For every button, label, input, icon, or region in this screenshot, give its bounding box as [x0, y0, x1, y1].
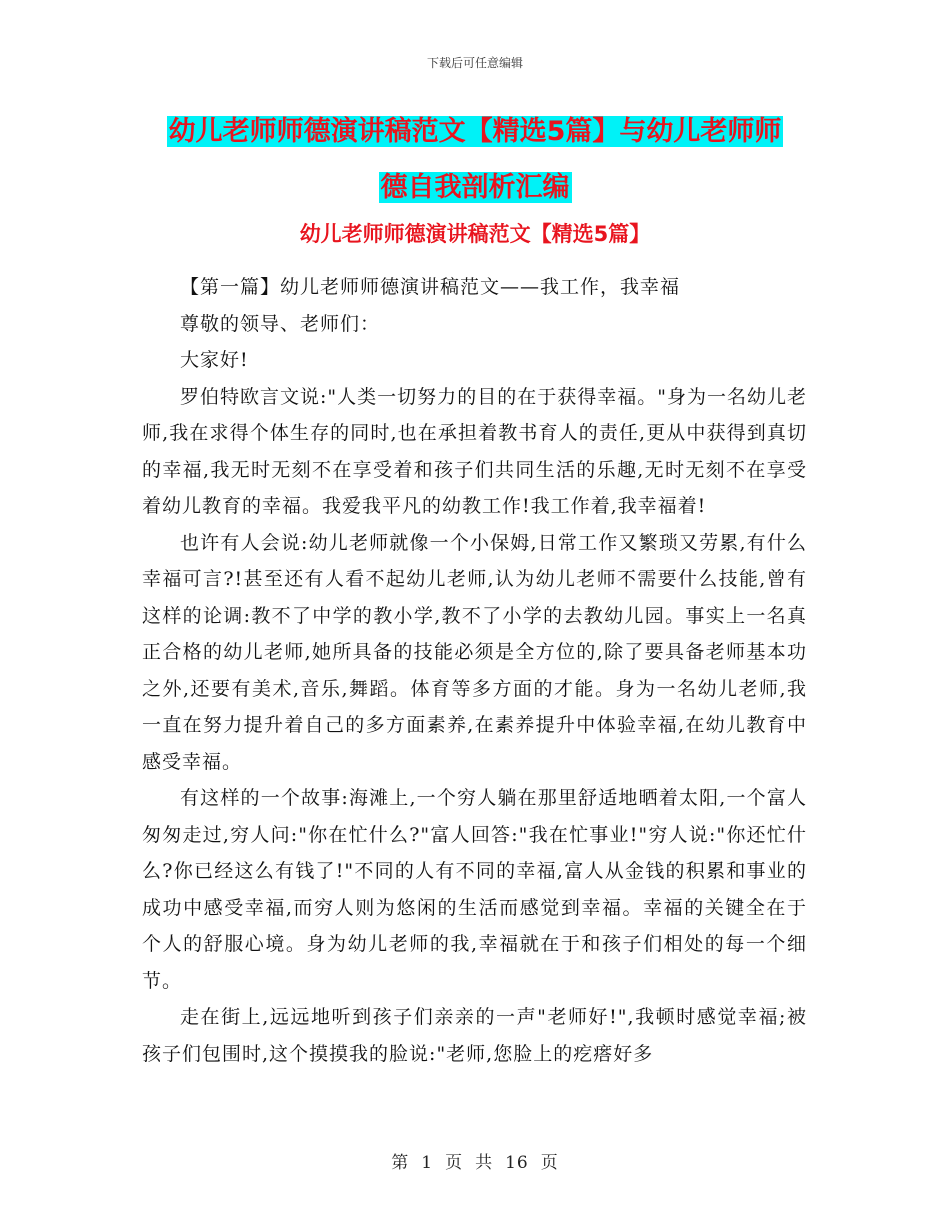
page-total: 16: [505, 1153, 529, 1173]
page-current: 1: [421, 1153, 434, 1173]
paragraph: 有这样的一个故事:海滩上,一个穷人躺在那里舒适地晒着太阳,一个富人匆匆走过,穷人问:"你在忙什么?"富人回答:"我在忙事业!"穷人说:"你还忙什么?你已经这么有钱了!"不同的人有不同的幸福,富人从金钱的积累和事业的成功中感受幸福,而穷人则为悠闲的生活而感觉到幸福。幸福的关键全在于个人的舒服心境。身为幼儿老师的我,幸福就在于和孩子们相处的每一个细节。: [142, 787, 807, 992]
paragraph: 也许有人会说:幼儿老师就像一个小保姆,日常工作又繁琐又劳累,有什么幸福可言?!甚至还有人看不起幼儿老师,认为幼儿老师不需要什么技能,曾有这样的论调:教不了中学的教小学,教不了小学的去教幼儿园。事实上一名真正合格的幼儿老师,她所具备的技能必须是全方位的,除了要具备老师基本功之外,还要有美术,音乐,舞蹈。体育等多方面的才能。身为一名幼儿老师,我一直在努力提升着自己的多方面素养,在素养提升中体验幸福,在幼儿教育中感受幸福。: [142, 531, 807, 773]
page-label-mid-1: 页: [445, 1153, 464, 1173]
page-label-prefix: 第: [391, 1153, 410, 1173]
page-number-footer: [0, 1148, 950, 1173]
page-label-mid-2: 共: [475, 1153, 494, 1173]
section-title: 幼儿老师师德演讲稿范文【精选5篇】: [299, 222, 651, 246]
paragraph-greeting: 大家好!: [180, 349, 249, 371]
paragraph-salutation: 尊敬的领导、老师们：: [180, 312, 381, 335]
document-title: [0, 104, 950, 216]
paragraph: 罗伯特欧言文说:"人类一切努力的目的在于获得幸福。"身为一名幼儿老师,我在求得个体生存的同时,也在承担着教书育人的责任,更从中获得到真切的幸福,我无时无刻不在享受着和孩子们共同生活的乐趣,无时无刻不在享受着幼儿教育的幸福。我爱我平凡的幼教工作!我工作着,我幸福着!: [142, 385, 807, 517]
paragraph-subtitle: 【第一篇】幼儿老师师德演讲稿范文——我工作，我幸福: [180, 276, 681, 298]
document-title-line-2: 德自我剖析汇编: [380, 172, 570, 203]
document-title-line-1: 幼儿老师师德演讲稿范文【精选5篇】与幼儿老师师: [168, 116, 782, 147]
header-note: 下载后可任意编辑: [426, 56, 523, 70]
paragraph: 走在街上,远远地听到孩子们亲亲的一声"老师好!",我顿时感觉幸福;被孩子们包围时,这个摸摸我的脸说:"老师,您脸上的疙瘩好多: [142, 1006, 807, 1065]
document-body: [142, 269, 807, 1072]
page-label-suffix: 页: [540, 1153, 559, 1173]
